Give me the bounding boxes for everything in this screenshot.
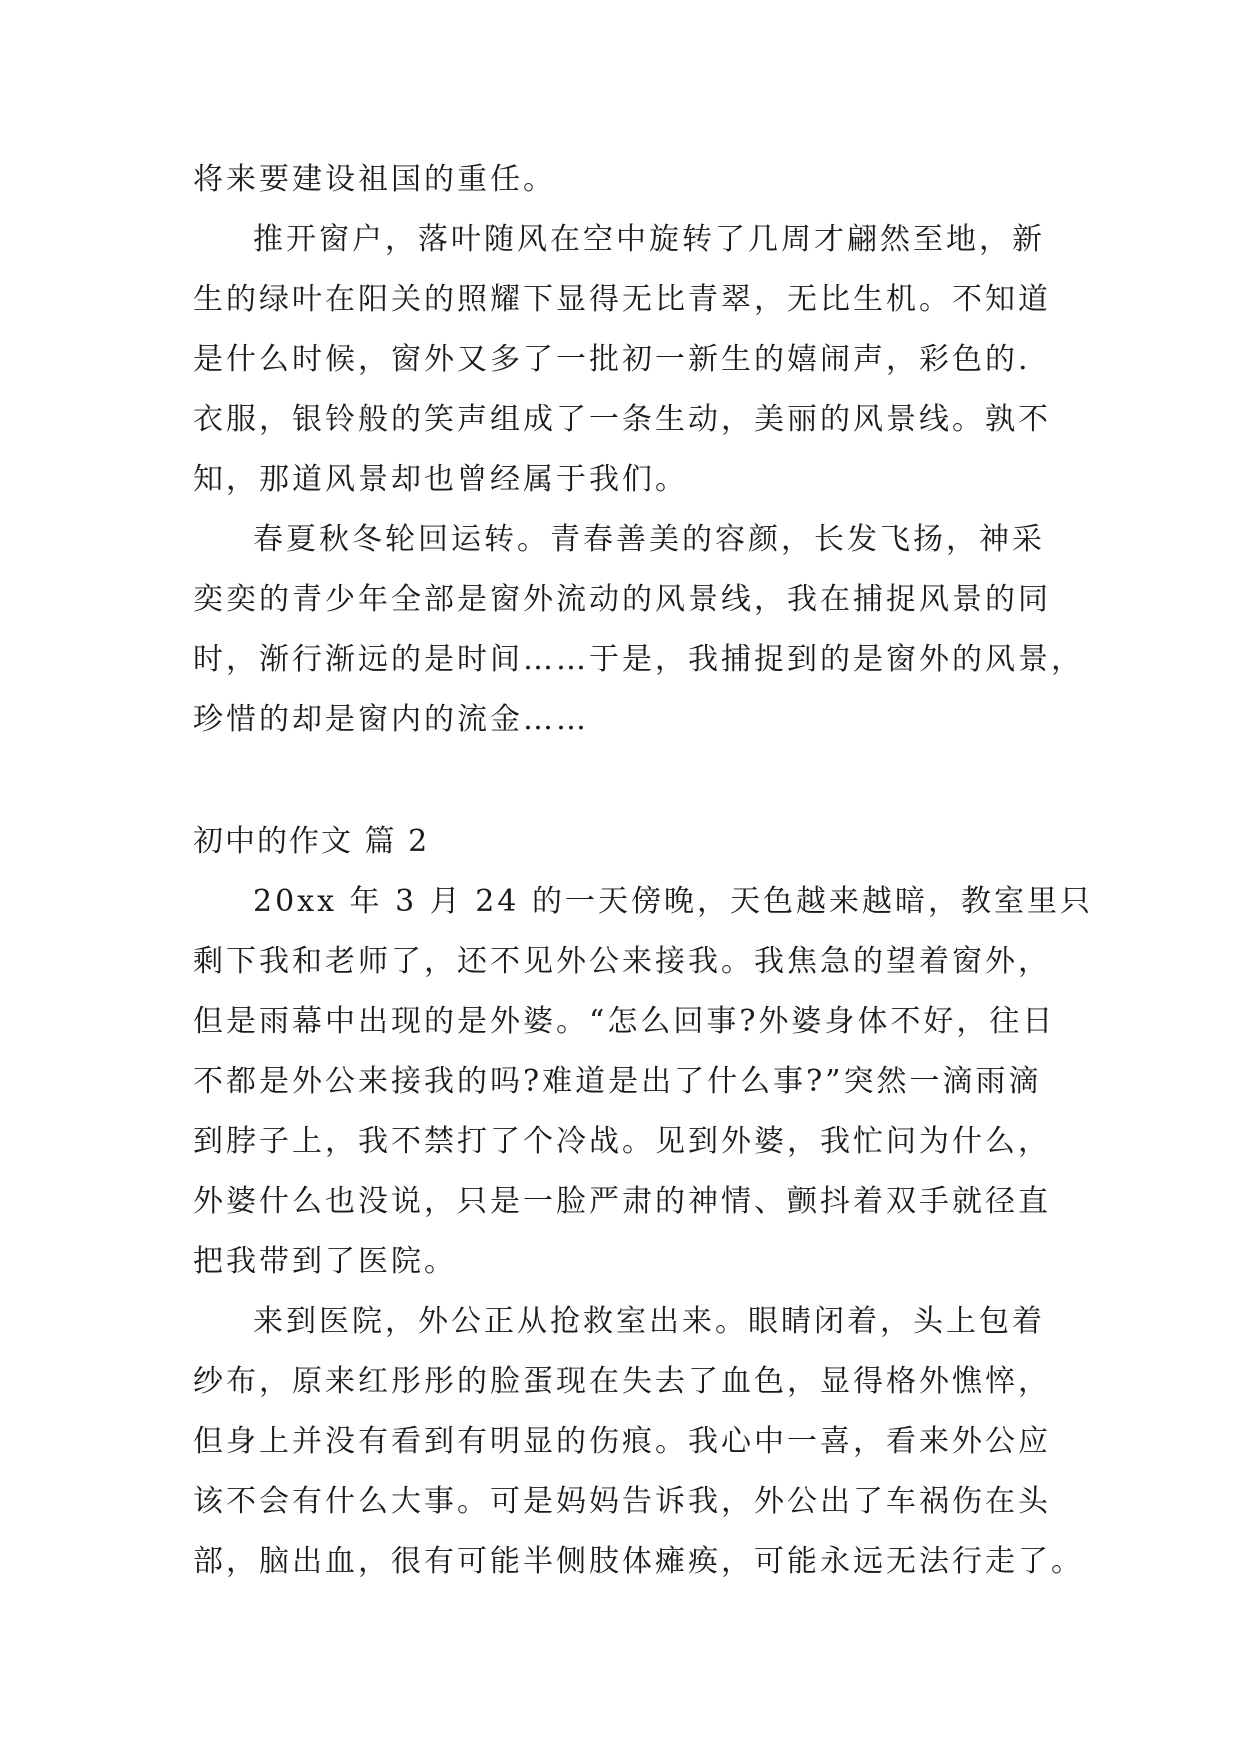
text-line: 外婆什么也没说，只是一脸严肃的神情、颤抖着双手就径直 [193, 1184, 1051, 1219]
text-line: 20xx 年 3 月 24 的一天傍晚，天色越来越暗，教室里只 [253, 884, 1093, 919]
text-line: 剩下我和老师了，还不见外公来接我。我焦急的望着窗外， [193, 944, 1051, 979]
text-line: 不都是外公来接我的吗?难道是出了什么事?”突然一滴雨滴 [193, 1064, 1042, 1099]
text-line: 春夏秋冬轮回运转。青春善美的容颜，长发飞扬，神采 [253, 522, 1045, 557]
text-line: 珍惜的却是窗内的流金…… [193, 702, 589, 737]
text-line: 知，那道风景却也曾经属于我们。 [193, 462, 688, 497]
text-line: 但身上并没有看到有明显的伤痕。我心中一喜，看来外公应 [193, 1424, 1051, 1459]
paragraph [193, 150, 1073, 210]
text-line: 推开窗户，落叶随风在空中旋转了几周才翩然至地，新 [253, 222, 1045, 257]
paragraph [193, 210, 1073, 510]
text-line: 把我带到了医院。 [193, 1244, 457, 1279]
paragraph [193, 1292, 1084, 1592]
paragraph [193, 510, 1084, 750]
text-line: 将来要建设祖国的重任。 [193, 162, 556, 197]
text-line: 生的绿叶在阳关的照耀下显得无比青翠，无比生机。不知道 [193, 282, 1051, 317]
text-line: 来到医院，外公正从抢救室出来。眼睛闭着，头上包着 [253, 1304, 1045, 1339]
text-line: 奕奕的青少年全部是窗外流动的风景线，我在捕捉风景的同 [193, 582, 1051, 617]
text-line: 到脖子上，我不禁打了个冷战。见到外婆，我忙问为什么， [193, 1124, 1051, 1159]
text-line: 但是雨幕中出现的是外婆。“怎么回事?外婆身体不好，往日 [193, 1004, 1056, 1039]
text-line: 时，渐行渐远的是时间……于是，我捕捉到的是窗外的风景， [193, 642, 1084, 677]
text-line: 是什么时候，窗外又多了一批初一新生的嬉闹声，彩色的. [193, 342, 1031, 377]
text-line: 该不会有什么大事。可是妈妈告诉我，外公出了车祸伤在头 [193, 1484, 1051, 1519]
section-spacer [193, 750, 1073, 812]
text-line: 纱布，原来红彤彤的脸蛋现在失去了血色，显得格外憔悴， [193, 1364, 1051, 1399]
text-line: 衣服，银铃般的笑声组成了一条生动，美丽的风景线。孰不 [193, 402, 1051, 437]
document-body [193, 150, 1093, 1592]
text-line: 部，脑出血，很有可能半侧肢体瘫痪，可能永远无法行走了。 [193, 1544, 1084, 1579]
paragraph [193, 872, 1093, 1292]
section-heading: 初中的作文 篇 2 [193, 824, 430, 859]
